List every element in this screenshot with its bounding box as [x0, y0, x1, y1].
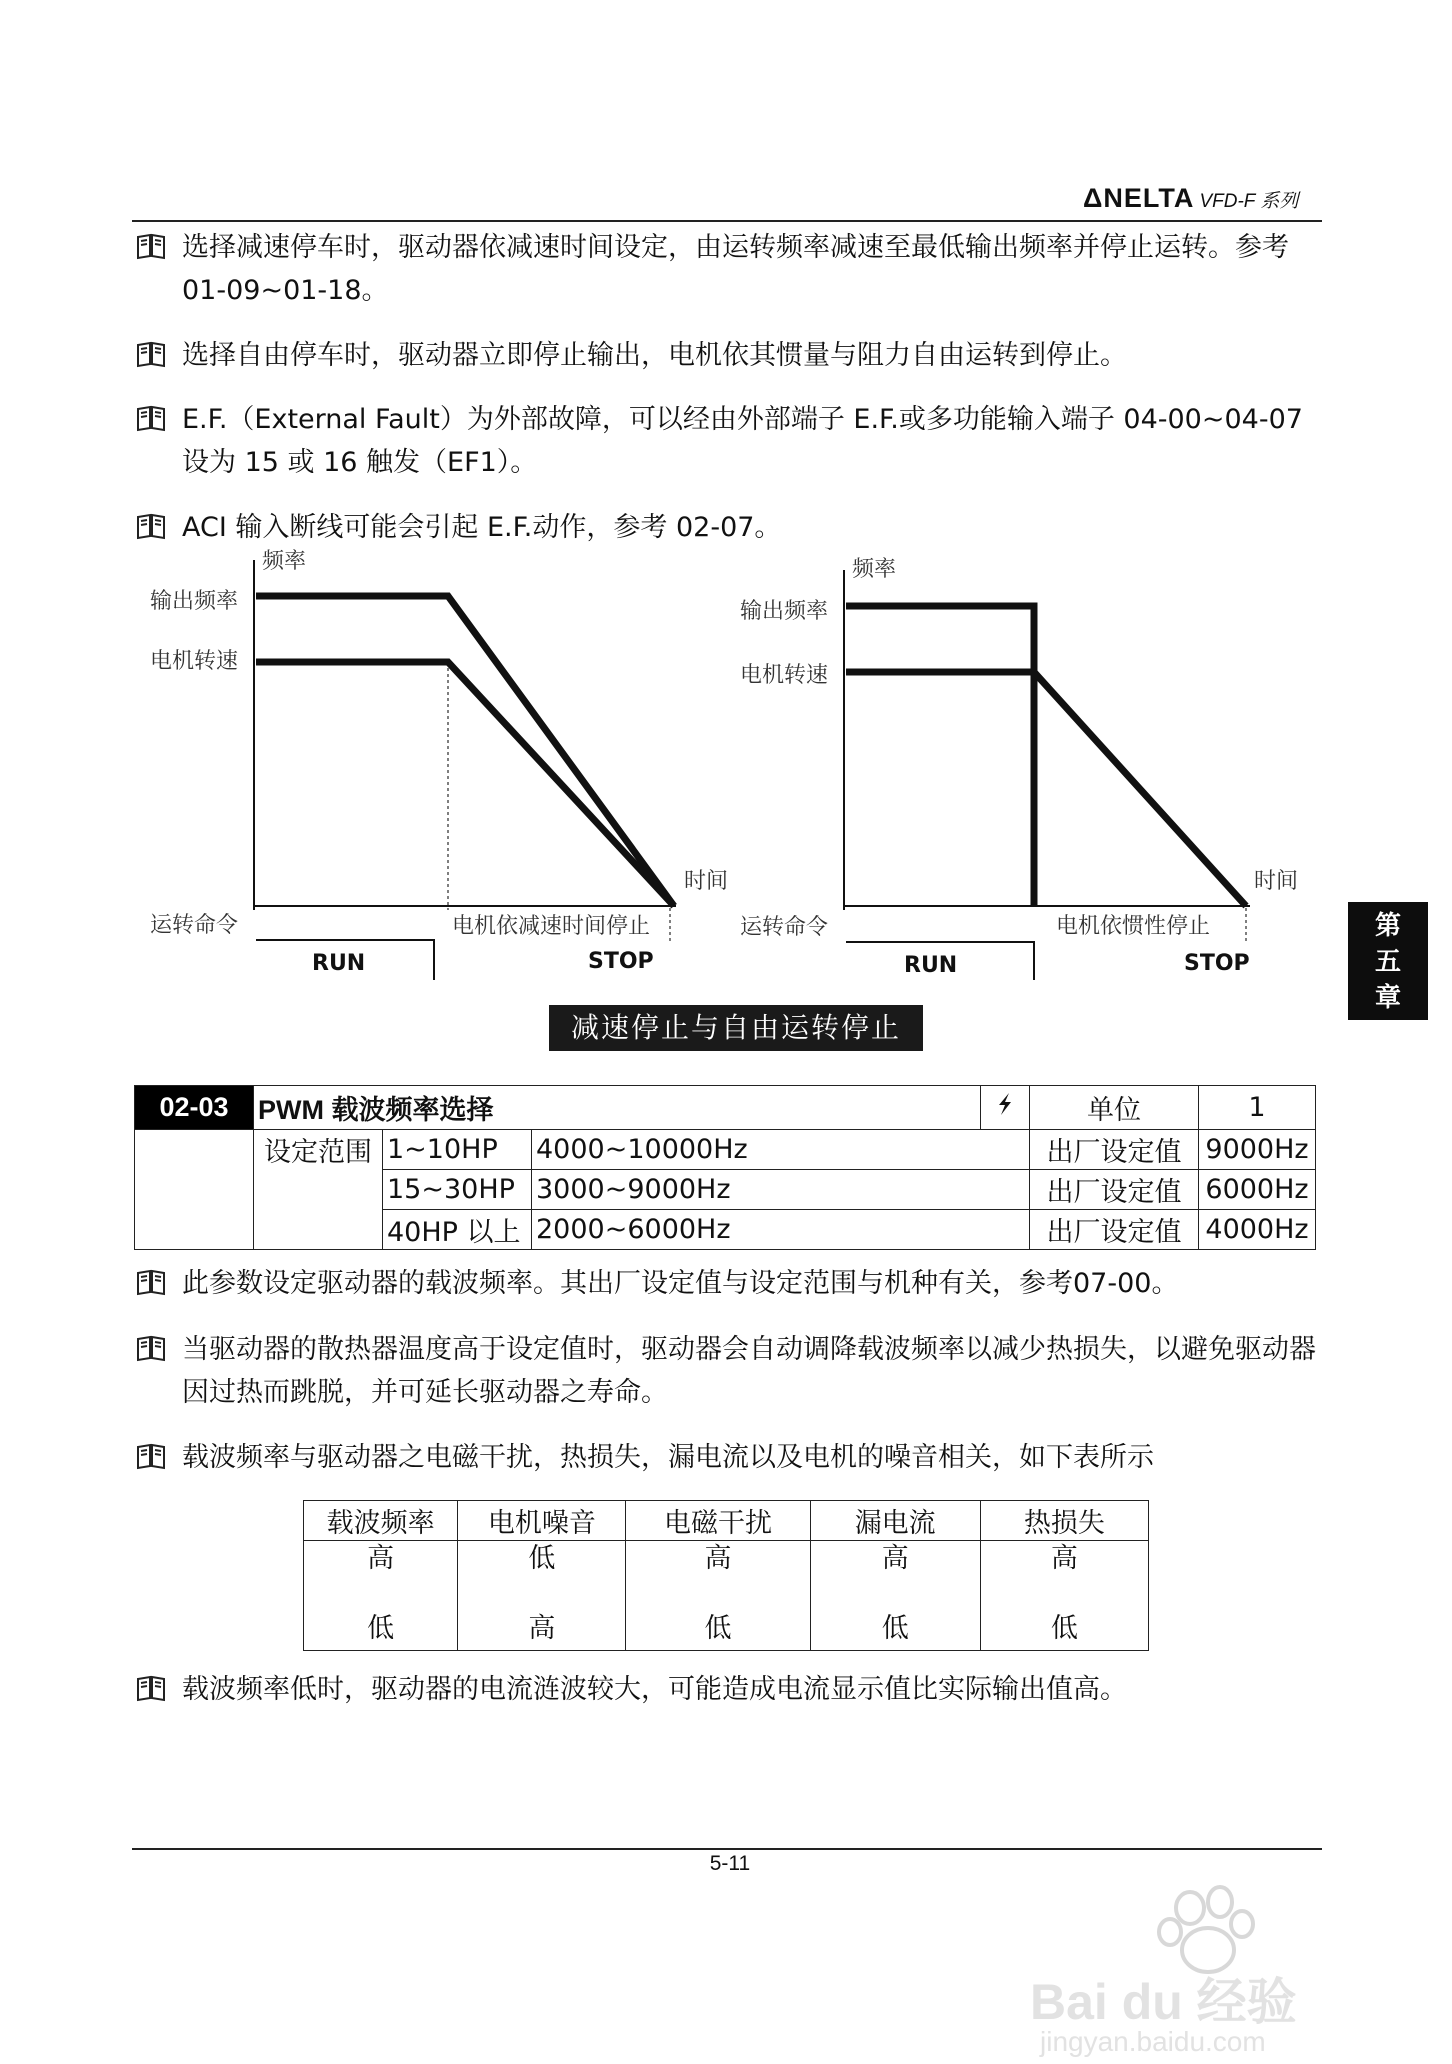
stop-note: 电机依减速时间停止 — [452, 914, 651, 939]
stop-label: STOP — [588, 949, 654, 974]
range-cell: 2000~6000Hz — [532, 1210, 1030, 1250]
run-command-label: 运转命令 — [740, 915, 829, 940]
motor-speed-curve — [846, 672, 1246, 906]
stop-method-diagram — [100, 540, 1360, 980]
freq-label: 频率 — [852, 557, 897, 582]
paragraph-external-fault — [136, 398, 1326, 484]
header-cell: 热损失 — [980, 1501, 1148, 1541]
default-label: 出厂设定值 — [1030, 1210, 1199, 1250]
paragraph-text: 此参数设定驱动器的载波频率。其出厂设定值与设定范围与机种有关，参考07-00。 — [182, 1268, 1179, 1299]
table-cell — [626, 1541, 810, 1651]
header-cell: 电磁干扰 — [626, 1501, 810, 1541]
low-value: 低 — [704, 1613, 732, 1644]
high-value: 高 — [704, 1543, 732, 1574]
run-editable-icon — [981, 1086, 1030, 1130]
paragraph-text: 载波频率与驱动器之电磁干扰，热损失，漏电流以及电机的噪音相关，如下表所示 — [182, 1442, 1154, 1473]
run-label: RUN — [312, 951, 366, 976]
empty-cell — [135, 1130, 254, 1250]
header-rule — [132, 220, 1322, 222]
stop-note: 电机依惯性停止 — [1056, 914, 1211, 939]
hp-cell: 15~30HP — [383, 1170, 532, 1210]
footer-rule — [132, 1848, 1322, 1850]
paragraph-text: 选择自由停车时，驱动器立即停止输出，电机依其惯量与阻力自由运转到停止。 — [182, 340, 1127, 371]
paragraph-carrier-relation — [136, 1436, 1326, 1479]
default-value: 4000Hz — [1199, 1210, 1316, 1250]
book-icon — [136, 232, 166, 260]
paragraph-text: E.F.（External Fault）为外部故障，可以经由外部端子 E.F.或多功能输入端子 04-00~04-07 设为 15 或 16 触发（EF1）。 — [182, 404, 1303, 478]
paragraph-text: ACI 输入断线可能会引起 E.F.动作，参考 02-07。 — [182, 512, 782, 543]
book-icon — [136, 404, 166, 432]
low-value: 低 — [881, 1613, 909, 1644]
time-label: 时间 — [1254, 869, 1299, 894]
header-cell: 载波频率 — [304, 1501, 458, 1541]
output-freq-label: 输出频率 — [150, 589, 239, 614]
motor-speed-label: 电机转速 — [740, 663, 829, 688]
unit-value: 1 — [1199, 1086, 1316, 1130]
default-value: 9000Hz — [1199, 1130, 1316, 1170]
table-cell — [458, 1541, 626, 1651]
header-cell: 电机噪音 — [458, 1501, 626, 1541]
range-cell: 4000~10000Hz — [532, 1130, 1030, 1170]
paragraph-ripple — [136, 1668, 1326, 1711]
paragraph-heatsink — [136, 1328, 1326, 1414]
time-label: 时间 — [684, 869, 729, 894]
stop-label: STOP — [1184, 951, 1250, 976]
parameter-code: 02-03 — [135, 1086, 254, 1130]
header-cell: 漏电流 — [810, 1501, 980, 1541]
low-value: 高 — [528, 1613, 556, 1644]
book-icon — [136, 340, 166, 368]
watermark-url: jingyan.baidu.com — [1040, 2026, 1266, 2057]
figure-caption: 减速停止与自由运转停止 — [549, 1005, 923, 1051]
chapter-char: 章 — [1374, 983, 1401, 1013]
output-frequency-curve — [256, 596, 674, 906]
paragraph-text: 当驱动器的散热器温度高于设定值时，驱动器会自动调降载波频率以减少热损失，以避免驱动器因过热而跳脱，并可延长驱动器之寿命。 — [182, 1334, 1316, 1408]
parameter-table — [134, 1085, 1316, 1250]
carrier-comparison-table — [303, 1500, 1149, 1651]
output-frequency-curve — [846, 606, 1034, 906]
motor-speed-label: 电机转速 — [150, 649, 239, 674]
paragraph-free-stop — [136, 334, 1326, 377]
default-value: 6000Hz — [1199, 1170, 1316, 1210]
range-label: 设定范围 — [254, 1130, 383, 1250]
brand-logo — [1083, 183, 1323, 219]
high-value: 高 — [881, 1543, 909, 1574]
motor-speed-curve — [256, 662, 674, 906]
freq-label: 频率 — [262, 549, 307, 574]
brand-name: ΔNELTA — [1083, 183, 1195, 213]
chapter-char: 第 — [1374, 911, 1401, 941]
baidu-watermark — [1030, 1880, 1360, 2060]
chapter-char: 五 — [1374, 947, 1401, 977]
page-number: 5-11 — [709, 1852, 751, 1875]
paragraph-carrier-setting — [136, 1262, 1326, 1305]
table-cell — [810, 1541, 980, 1651]
table-cell — [304, 1541, 458, 1651]
high-value: 低 — [528, 1543, 556, 1574]
hp-cell: 40HP 以上 — [383, 1210, 532, 1250]
high-value: 高 — [1050, 1543, 1078, 1574]
decel-stop-diagram — [150, 549, 728, 980]
book-icon — [136, 512, 166, 540]
series-name: VFD-F 系列 — [1199, 191, 1299, 212]
default-label: 出厂设定值 — [1030, 1130, 1199, 1170]
high-value: 高 — [367, 1543, 395, 1574]
book-icon — [136, 1334, 166, 1362]
book-icon — [136, 1442, 166, 1470]
paragraph-text: 载波频率低时，驱动器的电流涟波较大，可能造成电流显示值比实际输出值高。 — [182, 1674, 1127, 1705]
run-command-label: 运转命令 — [150, 913, 239, 938]
chapter-tab — [1348, 902, 1428, 1020]
default-label: 出厂设定值 — [1030, 1170, 1199, 1210]
low-value: 低 — [367, 1613, 395, 1644]
paragraph-decel-stop — [136, 226, 1326, 312]
output-freq-label: 输出频率 — [740, 599, 829, 624]
range-cell: 3000~9000Hz — [532, 1170, 1030, 1210]
run-label: RUN — [904, 953, 958, 978]
hp-cell: 1~10HP — [383, 1130, 532, 1170]
parameter-title: PWM 载波频率选择 — [254, 1086, 981, 1130]
free-run-stop-diagram — [740, 557, 1298, 980]
low-value: 低 — [1050, 1613, 1078, 1644]
unit-label: 单位 — [1030, 1086, 1199, 1130]
watermark-brand: Bai du 经验 — [1030, 1974, 1297, 2030]
paragraph-text: 选择减速停车时，驱动器依减速时间设定，由运转频率减速至最低输出频率并停止运转。参考 01-09~01-18。 — [182, 232, 1289, 306]
table-cell — [980, 1541, 1148, 1651]
book-icon — [136, 1268, 166, 1296]
book-icon — [136, 1674, 166, 1702]
